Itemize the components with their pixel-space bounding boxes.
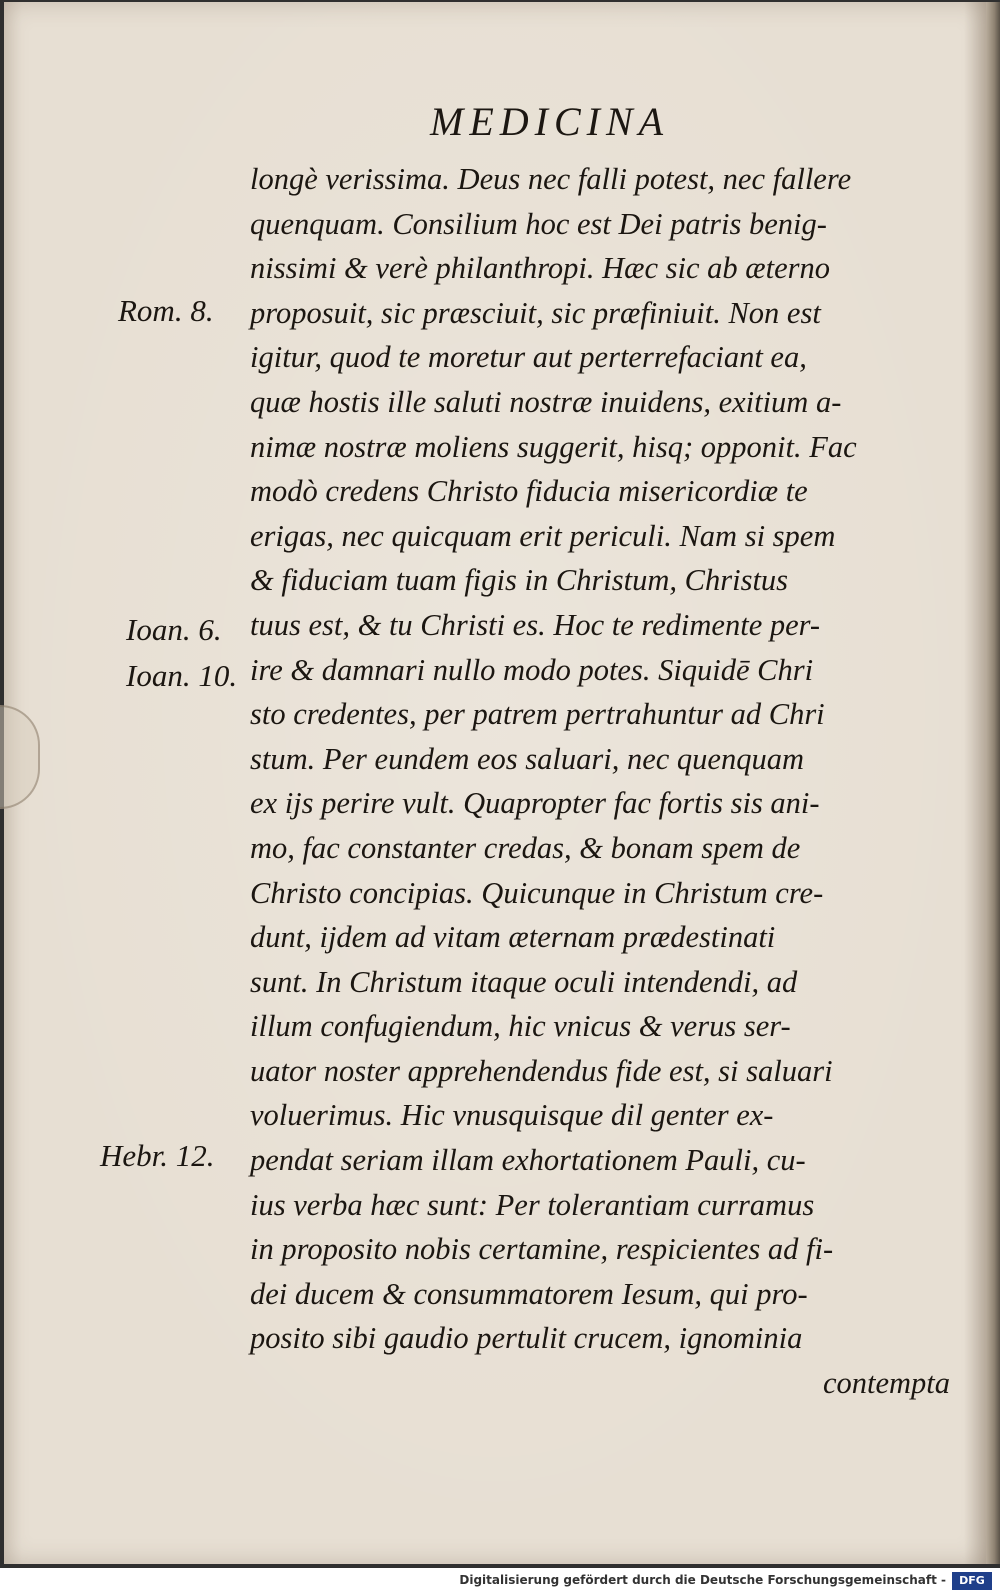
text-line: ire & damnari nullo modo potes. Siquidē Chri xyxy=(250,652,814,687)
margin-note-rom8: Rom. 8. xyxy=(118,293,214,328)
text-line: tuus est, & tu Christi es. Hoc te redimente per- xyxy=(250,607,821,642)
text-line: proposuit, sic præsciuit, sic præfiniuit. Non est xyxy=(250,295,821,330)
text-line: dunt, ijdem ad vitam æternam prædestinati xyxy=(250,920,776,955)
text-line: nissimi & verè philanthropi. Hæc sic ab æterno xyxy=(250,251,831,286)
text-line: erigas, nec quicquam erit periculi. Nam si spem xyxy=(250,518,836,553)
text-line: igitur, quod te moretur aut perterrefaciant ea, xyxy=(250,340,807,375)
page-edge xyxy=(986,2,1000,1564)
text-line: stum. Per eundem eos saluari, nec quenquam xyxy=(250,741,804,776)
text-line: sto credentes, per patrem pertrahuntur ad Chri xyxy=(250,697,825,732)
margin-note-ioan6: Ioan. 6. xyxy=(126,612,222,647)
text-line: modò credens Christo fiducia misericordiæ te xyxy=(250,474,808,509)
dfg-logo: DFG xyxy=(952,1572,992,1590)
footer-bar xyxy=(0,1568,1000,1595)
text-line: pendat seriam illam exhortationem Pauli, cu- xyxy=(250,1143,806,1178)
funding-credit: Digitalisierung gefördert durch die Deutsche Forschungsgemeinschaft - xyxy=(459,1573,946,1587)
text-line: ex ijs perire vult. Quapropter fac fortis sis ani- xyxy=(250,786,820,821)
text-line: quenquam. Consilium hoc est Dei patris benig- xyxy=(250,206,827,241)
margin-note-ioan10: Ioan. 10. xyxy=(126,658,238,693)
text-line: Christo concipias. Quicunque in Christum cre- xyxy=(250,875,824,910)
text-line: nimæ nostræ moliens suggerit, hisq; opponit. Fac xyxy=(250,429,857,464)
text-line: posito sibi gaudio pertulit crucem, ignominia xyxy=(250,1321,803,1356)
text-line: sunt. In Christum itaque oculi intendendi, ad xyxy=(250,964,798,999)
text-line: & fiduciam tuam figis in Christum, Christus xyxy=(250,563,789,598)
text-line: voluerimus. Hic vnusquisque dil genter ex- xyxy=(250,1098,774,1133)
text-line: dei ducem & consummatorem Iesum, qui pro- xyxy=(250,1276,808,1311)
running-head: MEDICINA xyxy=(430,99,670,144)
catchword: contempta xyxy=(822,1366,950,1401)
margin-note-hebr12: Hebr. 12. xyxy=(100,1138,215,1173)
text-line: quæ hostis ille saluti nostræ inuidens, exitium a- xyxy=(250,384,842,419)
text-line: mo, fac constanter credas, & bonam spem de xyxy=(250,830,801,865)
text-line: longè verissima. Deus nec falli potest, nec fallere xyxy=(250,162,852,196)
text-line: in proposito nobis certamine, respicientes ad fi- xyxy=(250,1232,834,1267)
text-line: ius verba hæc sunt: Per tolerantiam curramus xyxy=(250,1187,815,1222)
text-line: illum confugiendum, hic vnicus & verus ser- xyxy=(250,1009,791,1044)
text-line: uator noster apprehendendus fide est, si saluari xyxy=(250,1053,833,1088)
body-text xyxy=(250,157,950,1406)
